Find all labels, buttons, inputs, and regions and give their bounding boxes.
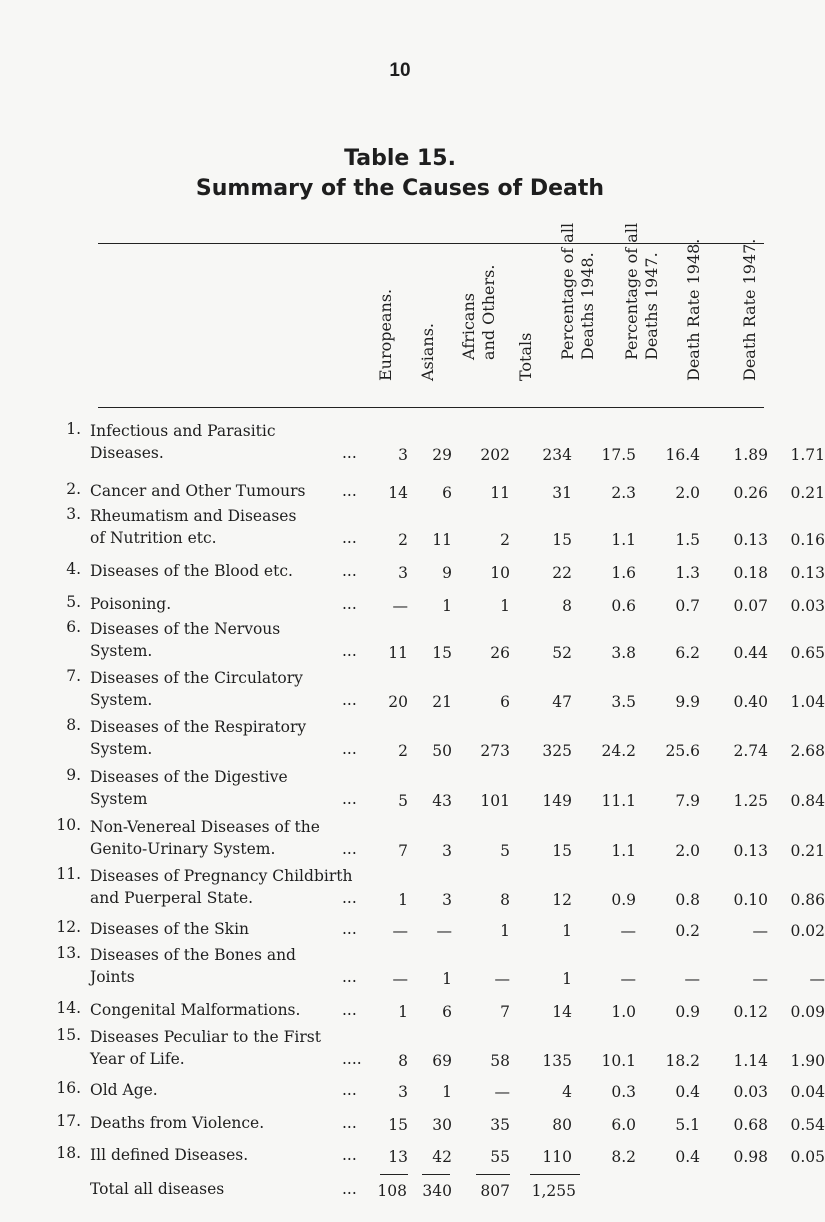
value-cell: 202 bbox=[480, 446, 510, 464]
leader-dots: ... bbox=[342, 642, 357, 660]
row-number: 12. bbox=[56, 918, 81, 936]
value-cell: 1.89 bbox=[733, 446, 768, 464]
row-number: 2. bbox=[66, 480, 81, 498]
value-cell: — bbox=[392, 970, 408, 988]
value-cell: — bbox=[752, 970, 768, 988]
value-cell: 15 bbox=[432, 644, 452, 662]
table-row bbox=[0, 1144, 825, 1166]
value-cell: 15 bbox=[552, 531, 572, 549]
leader-dots: ... bbox=[342, 889, 357, 907]
leader-dots: ... bbox=[342, 562, 357, 580]
cause-label: Rheumatism and Diseases of Nutrition etc. bbox=[90, 507, 297, 547]
table-row bbox=[0, 667, 825, 711]
leader-dots: ... bbox=[342, 968, 357, 986]
value-cell: 29 bbox=[432, 446, 452, 464]
value-cell: 0.98 bbox=[733, 1148, 768, 1166]
value-cell: 11 bbox=[490, 484, 510, 502]
value-cell: 0.26 bbox=[733, 484, 768, 502]
value-cell: 135 bbox=[542, 1052, 572, 1070]
value-cell: 4 bbox=[562, 1083, 572, 1101]
table-row bbox=[0, 480, 825, 502]
row-number: 6. bbox=[66, 618, 81, 636]
leader-dots: ... bbox=[342, 595, 357, 613]
row-number: 9. bbox=[66, 766, 81, 784]
cause-label: Diseases of the Digestive System bbox=[90, 768, 288, 808]
value-cell: 2 bbox=[500, 531, 510, 549]
value-cell: 0.03 bbox=[790, 597, 825, 615]
value-cell: 2 bbox=[398, 742, 408, 760]
table-row bbox=[0, 1026, 825, 1070]
total-underline bbox=[476, 1174, 510, 1175]
value-cell: 3.8 bbox=[611, 644, 636, 662]
value-cell: 5.1 bbox=[675, 1116, 700, 1134]
table-row bbox=[0, 1112, 825, 1134]
value-cell: 234 bbox=[542, 446, 572, 464]
row-number: 4. bbox=[66, 560, 81, 578]
value-cell: 0.40 bbox=[733, 693, 768, 711]
value-cell: 9 bbox=[442, 564, 452, 582]
value-cell: 0.7 bbox=[675, 597, 700, 615]
value-cell: 1.71 bbox=[790, 446, 825, 464]
value-cell: 43 bbox=[432, 792, 452, 810]
cause-label: Diseases of the Nervous System. bbox=[90, 620, 281, 660]
value-cell: 17.5 bbox=[601, 446, 636, 464]
total-underline bbox=[380, 1174, 408, 1175]
value-cell: 2 bbox=[398, 531, 408, 549]
value-cell: 5 bbox=[500, 842, 510, 860]
value-cell: 0.05 bbox=[790, 1148, 825, 1166]
value-cell: 0.13 bbox=[733, 531, 768, 549]
value-cell: 0.04 bbox=[790, 1083, 825, 1101]
total-underline bbox=[422, 1174, 450, 1175]
leader-dots: .... bbox=[342, 1050, 362, 1068]
value-cell: — bbox=[809, 970, 825, 988]
value-cell: 2.3 bbox=[611, 484, 636, 502]
value-cell: — bbox=[392, 922, 408, 940]
row-number: 7. bbox=[66, 667, 81, 685]
table-row bbox=[0, 1079, 825, 1101]
value-cell: 0.21 bbox=[790, 842, 825, 860]
value-cell: 0.8 bbox=[675, 891, 700, 909]
value-cell: 10 bbox=[490, 564, 510, 582]
value-cell: 31 bbox=[552, 484, 572, 502]
row-number: 17. bbox=[56, 1112, 81, 1130]
table-row bbox=[0, 766, 825, 810]
value-cell: 0.18 bbox=[733, 564, 768, 582]
cause-label: Diseases of the Blood etc. bbox=[90, 562, 293, 580]
value-cell: 3 bbox=[442, 891, 452, 909]
value-cell: 0.10 bbox=[733, 891, 768, 909]
value-cell: 0.03 bbox=[733, 1083, 768, 1101]
cause-label: Cancer and Other Tumours bbox=[90, 482, 306, 500]
value-cell: 47 bbox=[552, 693, 572, 711]
table-row bbox=[0, 918, 825, 940]
top-rule bbox=[98, 243, 764, 244]
value-cell: 0.9 bbox=[675, 1003, 700, 1021]
leader-dots: ... bbox=[342, 1146, 357, 1164]
value-cell: 3 bbox=[398, 446, 408, 464]
table-row bbox=[0, 816, 825, 860]
value-cell: — bbox=[752, 922, 768, 940]
value-cell: 1 bbox=[500, 922, 510, 940]
value-cell: 18.2 bbox=[665, 1052, 700, 1070]
value-cell: 0.07 bbox=[733, 597, 768, 615]
value-cell: 7 bbox=[500, 1003, 510, 1021]
value-cell: 3 bbox=[398, 564, 408, 582]
value-cell: 58 bbox=[490, 1052, 510, 1070]
cause-label: Infectious and Parasitic Diseases. bbox=[90, 422, 276, 462]
value-cell: 1.25 bbox=[733, 792, 768, 810]
cause-label: Diseases of Pregnancy Childbirth and Puerperal State. bbox=[90, 867, 353, 907]
row-number: 13. bbox=[56, 944, 81, 962]
leader-dots: ... bbox=[342, 920, 357, 938]
value-cell: 0.54 bbox=[790, 1116, 825, 1134]
table-row bbox=[0, 999, 825, 1021]
value-cell: 2.0 bbox=[675, 484, 700, 502]
value-cell: 14 bbox=[388, 484, 408, 502]
cause-label: Diseases of the Bones and Joints bbox=[90, 946, 296, 986]
table-row bbox=[0, 505, 825, 549]
value-cell: 52 bbox=[552, 644, 572, 662]
table-row bbox=[0, 716, 825, 760]
value-cell: 0.68 bbox=[733, 1116, 768, 1134]
value-cell: 50 bbox=[432, 742, 452, 760]
total-africans: 807 bbox=[480, 1182, 510, 1200]
row-number: 8. bbox=[66, 716, 81, 734]
value-cell: 1 bbox=[398, 891, 408, 909]
value-cell: — bbox=[392, 597, 408, 615]
table-row bbox=[0, 420, 825, 464]
value-cell: 15 bbox=[552, 842, 572, 860]
table-row bbox=[0, 618, 825, 662]
leader-dots: ... bbox=[342, 790, 357, 808]
table-title: Table 15. bbox=[344, 146, 456, 171]
value-cell: 3.5 bbox=[611, 693, 636, 711]
leader-dots: ... bbox=[342, 1081, 357, 1099]
value-cell: — bbox=[436, 922, 452, 940]
value-cell: 9.9 bbox=[675, 693, 700, 711]
value-cell: 11.1 bbox=[601, 792, 636, 810]
total-asians: 340 bbox=[422, 1182, 452, 1200]
value-cell: 1.1 bbox=[611, 842, 636, 860]
value-cell: 5 bbox=[398, 792, 408, 810]
value-cell: 0.02 bbox=[790, 922, 825, 940]
value-cell: 6 bbox=[500, 693, 510, 711]
cause-label: Diseases Peculiar to the First Year of Life. bbox=[90, 1028, 321, 1068]
value-cell: 11 bbox=[388, 644, 408, 662]
value-cell: 8.2 bbox=[611, 1148, 636, 1166]
table-row bbox=[0, 944, 825, 988]
value-cell: 0.9 bbox=[611, 891, 636, 909]
row-number: 1. bbox=[66, 420, 81, 438]
total-totals: 1,255 bbox=[531, 1182, 576, 1200]
leader-dots: ... bbox=[342, 1001, 357, 1019]
value-cell: 3 bbox=[442, 842, 452, 860]
row-number: 5. bbox=[66, 593, 81, 611]
value-cell: — bbox=[494, 970, 510, 988]
value-cell: 42 bbox=[432, 1148, 452, 1166]
value-cell: 1.14 bbox=[733, 1052, 768, 1070]
value-cell: 35 bbox=[490, 1116, 510, 1134]
leader-dots: ... bbox=[342, 444, 357, 462]
value-cell: 1 bbox=[442, 970, 452, 988]
value-cell: 2.68 bbox=[790, 742, 825, 760]
leader-dots: ... bbox=[342, 482, 357, 500]
value-cell: — bbox=[620, 970, 636, 988]
value-cell: 69 bbox=[432, 1052, 452, 1070]
row-number: 10. bbox=[56, 816, 81, 834]
value-cell: 1 bbox=[398, 1003, 408, 1021]
value-cell: 13 bbox=[388, 1148, 408, 1166]
value-cell: 325 bbox=[542, 742, 572, 760]
row-number: 3. bbox=[66, 505, 81, 523]
value-cell: 0.2 bbox=[675, 922, 700, 940]
value-cell: 2.74 bbox=[733, 742, 768, 760]
table-row bbox=[0, 593, 825, 615]
value-cell: 0.21 bbox=[790, 484, 825, 502]
value-cell: 1 bbox=[562, 970, 572, 988]
value-cell: 26 bbox=[490, 644, 510, 662]
value-cell: 1.6 bbox=[611, 564, 636, 582]
value-cell: 1.0 bbox=[611, 1003, 636, 1021]
leader-dots: ... bbox=[342, 529, 357, 547]
cause-label: Congenital Malformations. bbox=[90, 1001, 301, 1019]
value-cell: — bbox=[494, 1083, 510, 1101]
cause-label: Poisoning. bbox=[90, 595, 172, 613]
value-cell: 12 bbox=[552, 891, 572, 909]
value-cell: 1.90 bbox=[790, 1052, 825, 1070]
leader-dots: ... bbox=[342, 840, 357, 858]
value-cell: 0.44 bbox=[733, 644, 768, 662]
total-underline bbox=[530, 1174, 580, 1175]
value-cell: 0.65 bbox=[790, 644, 825, 662]
value-cell: 10.1 bbox=[601, 1052, 636, 1070]
cause-label: Old Age. bbox=[90, 1081, 158, 1099]
value-cell: 25.6 bbox=[665, 742, 700, 760]
value-cell: 8 bbox=[500, 891, 510, 909]
value-cell: 55 bbox=[490, 1148, 510, 1166]
value-cell: 0.84 bbox=[790, 792, 825, 810]
header-rule bbox=[98, 407, 764, 408]
leader-dots: ... bbox=[342, 740, 357, 758]
row-number: 16. bbox=[56, 1079, 81, 1097]
value-cell: 0.13 bbox=[790, 564, 825, 582]
cause-label: Diseases of the Respiratory System. bbox=[90, 718, 307, 758]
value-cell: 8 bbox=[562, 597, 572, 615]
value-cell: 6.0 bbox=[611, 1116, 636, 1134]
value-cell: 8 bbox=[398, 1052, 408, 1070]
cause-label: Non-Venereal Diseases of the Genito-Urinary System. bbox=[90, 818, 320, 858]
value-cell: 1.04 bbox=[790, 693, 825, 711]
table-row bbox=[0, 560, 825, 582]
value-cell: 0.4 bbox=[675, 1083, 700, 1101]
value-cell: 14 bbox=[552, 1003, 572, 1021]
table-subtitle: Summary of the Causes of Death bbox=[195, 176, 605, 201]
value-cell: 0.86 bbox=[790, 891, 825, 909]
value-cell: 0.6 bbox=[611, 597, 636, 615]
value-cell: 20 bbox=[388, 693, 408, 711]
leader-dots: ... bbox=[342, 1114, 357, 1132]
row-number: 11. bbox=[56, 865, 81, 883]
value-cell: 6.2 bbox=[675, 644, 700, 662]
value-cell: 1 bbox=[442, 1083, 452, 1101]
value-cell: 0.12 bbox=[733, 1003, 768, 1021]
value-cell: 80 bbox=[552, 1116, 572, 1134]
value-cell: 149 bbox=[542, 792, 572, 810]
value-cell: 6 bbox=[442, 484, 452, 502]
total-label: Total all diseases bbox=[90, 1180, 225, 1198]
value-cell: 0.16 bbox=[790, 531, 825, 549]
value-cell: 1.5 bbox=[675, 531, 700, 549]
value-cell: 0.09 bbox=[790, 1003, 825, 1021]
value-cell: 21 bbox=[432, 693, 452, 711]
value-cell: 0.13 bbox=[733, 842, 768, 860]
row-number: 18. bbox=[56, 1144, 81, 1162]
cause-label: Ill defined Diseases. bbox=[90, 1146, 249, 1164]
cause-label: Deaths from Violence. bbox=[90, 1114, 265, 1132]
value-cell: 0.3 bbox=[611, 1083, 636, 1101]
value-cell: 1.1 bbox=[611, 531, 636, 549]
page-number: 10 bbox=[389, 60, 411, 81]
leader-dots: ... bbox=[342, 691, 357, 709]
value-cell: 1 bbox=[442, 597, 452, 615]
value-cell: 22 bbox=[552, 564, 572, 582]
cause-label: Diseases of the Circulatory System. bbox=[90, 669, 303, 709]
value-cell: 273 bbox=[480, 742, 510, 760]
value-cell: — bbox=[620, 922, 636, 940]
value-cell: 1 bbox=[500, 597, 510, 615]
cause-label: Diseases of the Skin bbox=[90, 920, 250, 938]
value-cell: 7 bbox=[398, 842, 408, 860]
value-cell: 3 bbox=[398, 1083, 408, 1101]
value-cell: 30 bbox=[432, 1116, 452, 1134]
total-europeans: 108 bbox=[377, 1182, 407, 1200]
value-cell: 0.4 bbox=[675, 1148, 700, 1166]
value-cell: 2.0 bbox=[675, 842, 700, 860]
value-cell: 7.9 bbox=[675, 792, 700, 810]
value-cell: 101 bbox=[480, 792, 510, 810]
value-cell: 1.3 bbox=[675, 564, 700, 582]
total-dots: ... bbox=[342, 1180, 357, 1198]
table-row bbox=[0, 865, 825, 909]
value-cell: 24.2 bbox=[601, 742, 636, 760]
total-row bbox=[0, 1178, 800, 1200]
value-cell: 11 bbox=[432, 531, 452, 549]
value-cell: 110 bbox=[542, 1148, 572, 1166]
value-cell: 15 bbox=[388, 1116, 408, 1134]
row-number: 14. bbox=[56, 999, 81, 1017]
value-cell: 6 bbox=[442, 1003, 452, 1021]
value-cell: 16.4 bbox=[665, 446, 700, 464]
row-number: 15. bbox=[56, 1026, 81, 1044]
value-cell: — bbox=[684, 970, 700, 988]
value-cell: 1 bbox=[562, 922, 572, 940]
